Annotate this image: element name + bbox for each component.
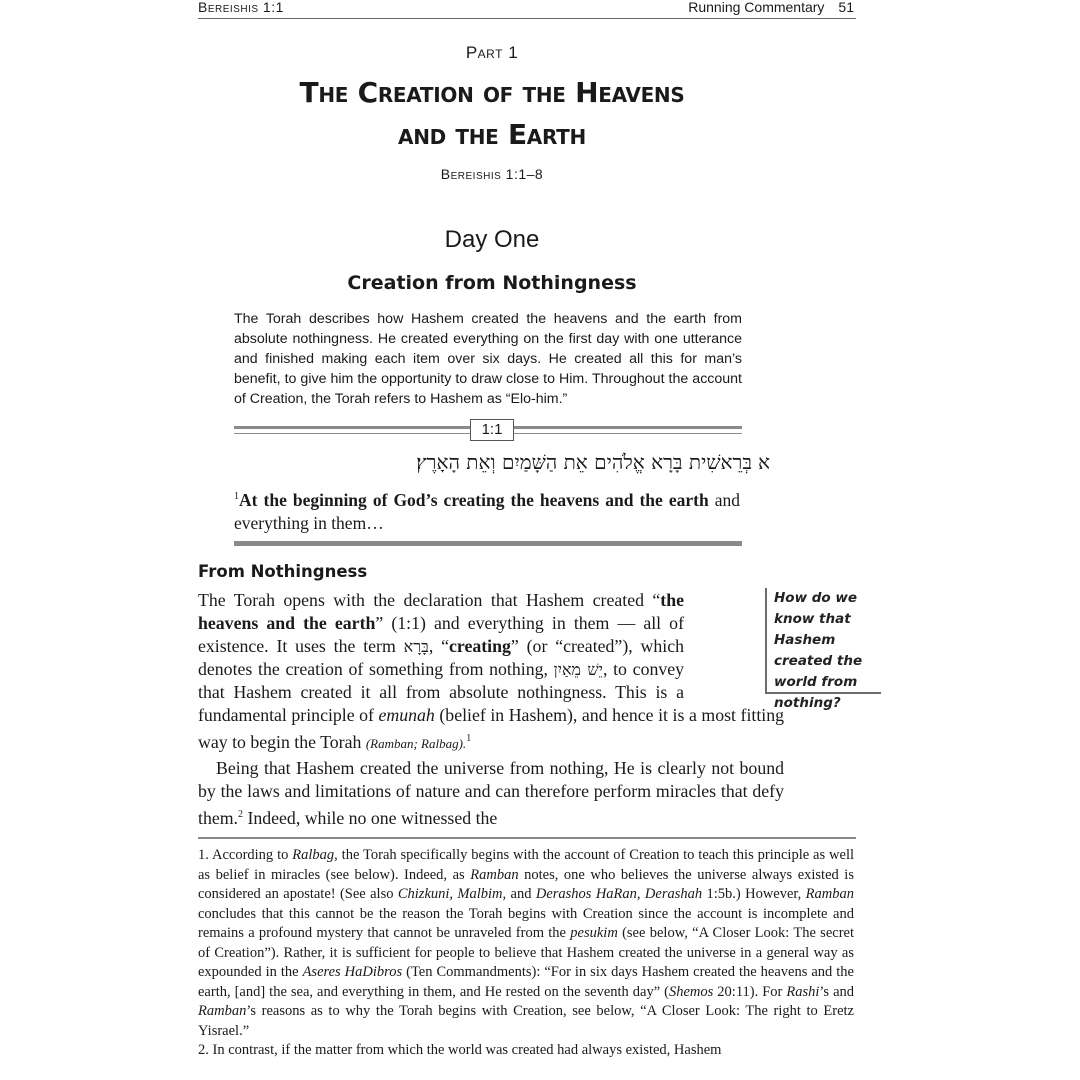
body-italic-run: emunah <box>378 705 435 725</box>
footnote-rule <box>198 837 856 839</box>
footnote-text-run: , the Torah specifically begins with the account of Creation to teach this principle as well as belief in miracles (see below). Indeed, as <box>198 847 854 883</box>
verse-number: 1 <box>234 491 239 502</box>
footnote-italic-run: Ramban <box>470 866 519 883</box>
footnote-ref: 2 <box>238 808 243 820</box>
verse-translation <box>234 485 740 535</box>
footnote-italic-run: Chizkuni, Malbim, <box>397 886 507 902</box>
verse-translation-bold: At the beginning of God’s creating the heavens and the earth <box>239 489 709 510</box>
footnote-italic-run: Derashos HaRan, Derashah <box>535 886 703 902</box>
intro-text: The Torah describes how Hashem created the heavens and the earth from absolute nothingness. He created everything on the first day with one utterance and finished making each item over six days. He created all this for man’s benefit, to give him the opportunity to draw close to Him. Throughout the account of Creation, the Torah refers to Hashem as “Elo-him.” <box>234 311 742 408</box>
body-text-run: (belief in Hashem), and hence it is a most fitting way to begin the Torah <box>198 705 784 752</box>
body-citation: (Ramban; Ralbag). <box>365 735 467 751</box>
part-label: Part 1 <box>465 43 519 62</box>
footnote-text-run: (Ten Commandments): “For in six days Hashem created the heavens and the earth, [and] the sea, and everything in them, and He rested on the seventh day” ( <box>198 964 854 1000</box>
part-title-line1: The Creation of the Heavens <box>299 76 685 109</box>
part-title <box>198 72 786 156</box>
hebrew-verse <box>234 450 770 475</box>
body-text <box>198 589 784 830</box>
body-text-run: , to convey that Hashem created it all from absolute nothingness. This is a fundamental principle of <box>198 659 685 725</box>
body-text-run: Indeed, while no one witnessed the <box>243 807 498 828</box>
body-hebrew-run: יֵשׁ מֵאַיִן <box>553 660 603 679</box>
body-text-run: The Torah opens with the declaration that Hashem created “ <box>198 590 661 610</box>
hebrew-verse-text: בְּרֵאשִׁית בָּרָא אֱלֹהִים אֵת הַשָּׁמַיִם וְאֵת הָאָרֶץ׃ <box>416 450 752 474</box>
footnote-italic-run: Ramban <box>805 886 855 902</box>
verse-label: 1:1 <box>470 419 514 441</box>
footnote-text-run: 20:11). For <box>713 983 787 1000</box>
footnote-text-run: ’s reasons as to why the Torah begins with Creation, see below, “A Closer Look: The right to Eretz Yisrael.” <box>198 1003 854 1039</box>
footnote-italic-run: Shemos <box>668 983 714 1000</box>
footnotes <box>198 846 854 1061</box>
footnote-text-run: (see below, “A Closer Look: The secret of Creation”). Rather, it is sufficient for people to believe that Hashem created the universe in a general way as expounded in the <box>198 925 854 980</box>
body-text-run: ” (1:1) and everything in them — all of existence. It uses the term <box>198 613 684 656</box>
verse-translation-rest: and everything in them… <box>234 489 740 533</box>
intro-paragraph <box>234 309 742 409</box>
body-hebrew-run: בָּרָא <box>403 637 429 656</box>
section-heading: Creation from Nothingness <box>347 272 637 294</box>
footnote-italic-run: pesukim <box>570 925 618 941</box>
body-text-run: Being that Hashem created the universe from nothing, He is clearly not bound by the laws and limitations of nature and can therefore perform miracles that defy them. <box>198 757 784 828</box>
header-book-ref: Bereishis 1:1 <box>198 0 284 15</box>
footnote-italic-run: Rashi <box>786 983 820 1000</box>
footnote-text-run: 1:5b.) However, <box>702 886 806 902</box>
day-heading: Day One <box>444 226 540 253</box>
running-head <box>198 0 854 20</box>
part-title-line2: and the Earth <box>398 118 586 151</box>
body-paragraph-2 <box>198 757 784 830</box>
header-section: Running Commentary <box>688 0 825 15</box>
body-bold-run: the heavens and the earth <box>198 590 684 633</box>
verse-divider-bottom <box>234 541 742 547</box>
subheading: From Nothingness <box>198 562 368 581</box>
footnote-text-run: notes, one who believes the universe always existed is considered an apostate! (See also <box>198 866 854 902</box>
header-rule <box>198 18 856 19</box>
part-reference: Bereishis 1:1–8 <box>440 166 544 182</box>
page-number: 51 <box>838 0 854 15</box>
footnote-ref: 1 <box>466 733 472 744</box>
body-text-run: ” (or “created”), which denotes the creation of something from nothing, <box>198 636 684 679</box>
header-right <box>688 0 854 15</box>
footnote-text-run: and <box>506 886 536 902</box>
footnote-text-run: ’s and <box>819 983 855 1000</box>
footnote-italic-run: Aseres HaDibros <box>302 964 403 980</box>
footnote-text-run: 1. According to <box>198 847 293 863</box>
footnote-1 <box>198 846 854 1041</box>
footnote-text-run: concludes that this cannot be the reason the Torah begins with Creation since the account is incomplete and remains a profound mystery that cannot be unraveled from the <box>198 905 854 941</box>
footnote-italic-run: Ramban <box>198 1003 247 1019</box>
sidebar-question: How do we know that Hashem created the world from nothing? <box>765 588 881 694</box>
footnote-italic-run: Ralbag <box>292 847 335 863</box>
hebrew-verse-number: א <box>757 450 770 474</box>
footnote-2: 2. In contrast, if the matter from which the world was created had always existed, Hashem <box>198 1042 722 1058</box>
body-text-run: , “ <box>428 636 449 656</box>
body-bold-run: creating <box>449 636 511 656</box>
